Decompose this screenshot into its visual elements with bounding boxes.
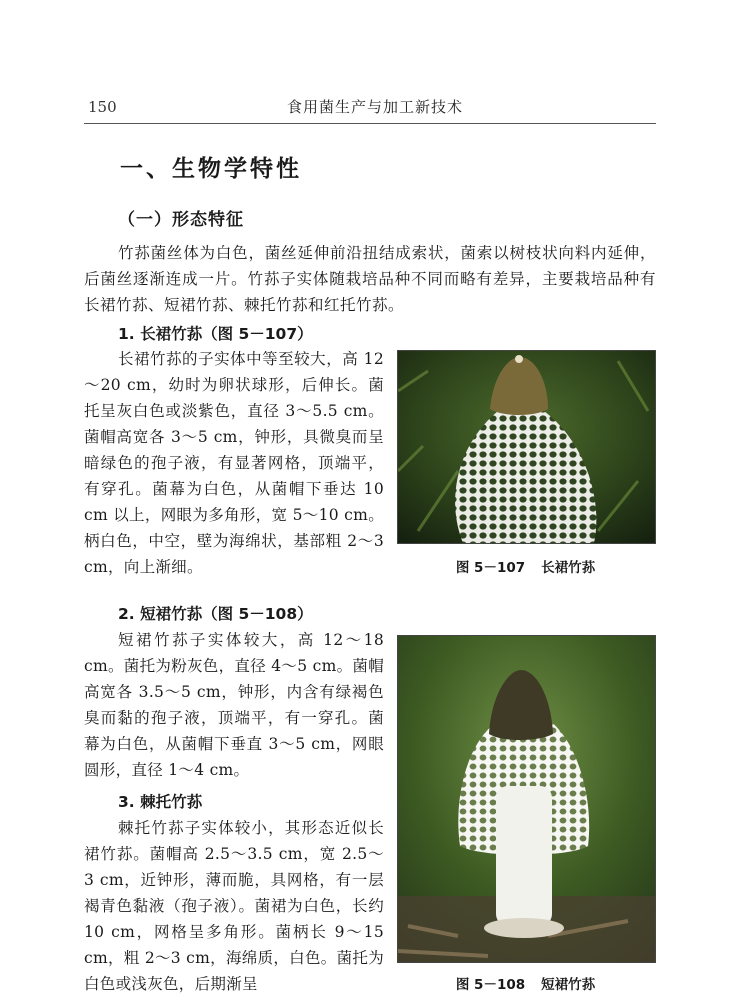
figure-number: 图 5－107 xyxy=(455,560,526,576)
item-paragraph-short-veil: 短裙竹荪子实体较大，高 12～18 cm。菌托为粉灰色，直径 4～5 cm。菌帽高宽各 3.5～5 cm，钟形，内含有绿褐色臭而黏的孢子液，顶端平，有一穿孔。菌幕为白色，从菌帽下垂直 3～5 cm，网眼圆形，直径 1～4 cm。 xyxy=(84,631,384,779)
item-heading-long-veil: 1. 长裙竹荪（图 5－107） xyxy=(118,325,313,343)
item-paragraph-thorny-volva: 棘托竹荪子实体较小，其形态近似长裙竹荪。菌帽高 2.5～3.5 cm，宽 2.5～3 cm，近钟形，薄而脆，具网格，有一层褐青色黏液（孢子液）。菌裙为白色，长约 10 cm，网格呈多角形。菌柄长 9～15 cm，粗 2～3 cm，海绵质，白色。菌托为白色或浅灰色，后期渐呈 xyxy=(84,819,384,993)
header-rule xyxy=(84,123,656,124)
running-title: 食用菌生产与加工新技术 xyxy=(286,98,463,116)
item-heading-short-veil: 2. 短裙竹荪（图 5－108） xyxy=(118,605,313,623)
figure-number: 图 5－108 xyxy=(455,977,526,993)
page-number: 150 xyxy=(88,98,117,116)
figure-caption-text: 短裙竹荪 xyxy=(541,977,596,993)
figure-caption-long-veil xyxy=(397,556,654,576)
figure-caption-short-veil xyxy=(397,973,654,993)
mushroom-photo-short-veil xyxy=(398,636,655,962)
mushroom-photo-long-veil xyxy=(398,351,655,543)
figure-caption-text: 长裙竹荪 xyxy=(541,560,596,576)
figure-short-veil-stinkhorn xyxy=(397,635,656,963)
item-heading-thorny-volva: 3. 棘托竹荪 xyxy=(118,793,203,811)
subsection-title: （一）形态特征 xyxy=(118,210,244,230)
item-paragraph-long-veil: 长裙竹荪的子实体中等至较大，高 12～20 cm，幼时为卵状球形，后伸长。菌托呈灰白色或淡紫色，直径 3～5.5 cm。菌帽高宽各 3～5 cm，钟形，具微臭而呈暗绿色的孢子液，有显著网格，顶端平，有穿孔。菌幕为白色，从菌帽下垂达 10 cm 以上，网眼为多角形，宽 5～10 cm。柄白色，中空，壁为海绵状，基部粗 2～3 cm，向上渐细。 xyxy=(84,350,384,576)
intro-paragraph: 竹荪菌丝体为白色，菌丝延伸前沿扭结成索状，菌索以树枝状向料内延伸，后菌丝逐渐连成一片。竹荪子实体随栽培品种不同而略有差异，主要栽培品种有长裙竹荪、短裙竹荪、棘托竹荪和红托竹荪。 xyxy=(84,244,656,314)
section-title: 一、生物学特性 xyxy=(120,156,302,182)
figure-long-veil-stinkhorn xyxy=(397,350,656,544)
